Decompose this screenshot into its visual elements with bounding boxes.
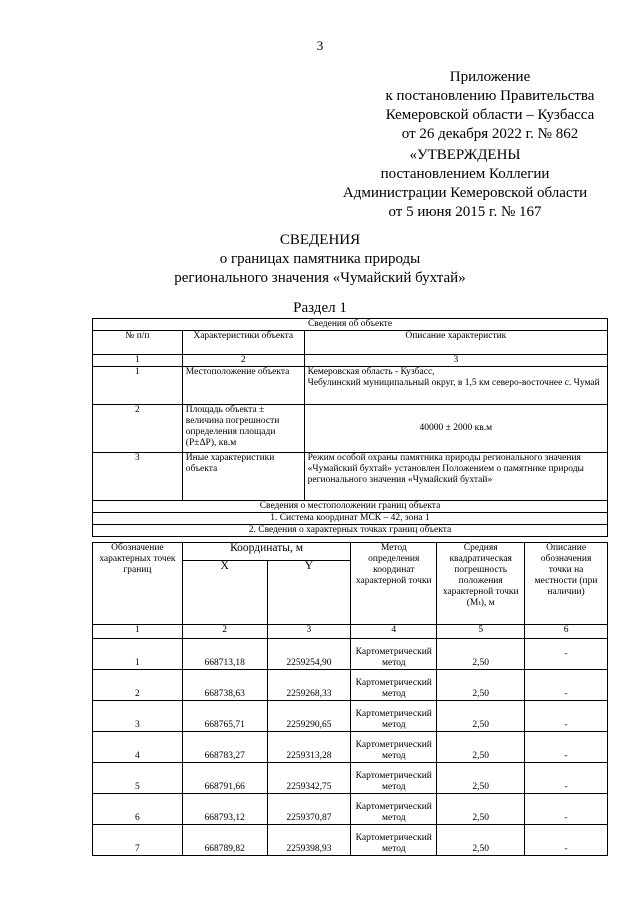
header-description: Описание характеристик: [304, 331, 607, 355]
table-row: [93, 701, 608, 732]
point-id: 7: [93, 825, 183, 856]
object-table: [92, 318, 608, 537]
point-method: Картометрический метод: [351, 794, 437, 825]
point-method: Картометрический метод: [351, 701, 437, 732]
point-x: 668793,12: [182, 794, 267, 825]
point-description: -: [525, 763, 608, 794]
point-description: -: [525, 701, 608, 732]
point-x: 668713,18: [182, 639, 267, 670]
table-row: [93, 405, 608, 453]
column-number: 2: [182, 625, 267, 639]
approved-line: «УТВЕРЖДЕНЫ: [409, 147, 521, 163]
column-number: 2: [182, 355, 304, 367]
point-x: 668783,27: [182, 732, 267, 763]
approved-line: Администрации Кемеровской области: [342, 185, 588, 201]
point-id: 4: [93, 732, 183, 763]
point-y: 2259342,75: [267, 763, 351, 794]
table-row: [93, 670, 608, 701]
point-description: -: [525, 825, 608, 856]
point-id: 2: [93, 670, 183, 701]
table-row: [93, 794, 608, 825]
row-description: 40000 ± 2000 кв.м: [304, 405, 607, 453]
points-caption: 2. Сведения о характерных точках границ объекта: [93, 525, 608, 537]
point-error: 2,50: [437, 732, 525, 763]
header-point: Обозначение характерных точек границ: [93, 543, 183, 625]
point-x: 668738,63: [182, 670, 267, 701]
header-y: Y: [267, 561, 351, 625]
header-error: Средняя квадратическая погрешность положения характерной точки (Mₜ), м: [437, 543, 525, 625]
row-name: Площадь объекта ± величина погрешности определения площади (P±ΔP), кв.м: [182, 405, 304, 453]
point-method: Картометрический метод: [351, 732, 437, 763]
point-method: Картометрический метод: [351, 670, 437, 701]
row-name: Иные характеристики объекта: [182, 453, 304, 501]
row-description: Режим особой охраны памятника природы регионального значения «Чумайский бухтай» установлен Положением о памятнике природы регионального значения «Чумайский бухтай»: [304, 453, 607, 501]
row-number: 1: [93, 367, 183, 405]
approved-line: от 5 июня 2015 г. № 167: [388, 204, 542, 220]
point-error: 2,50: [437, 825, 525, 856]
column-number: 1: [93, 355, 183, 367]
row-name: Местоположение объекта: [182, 367, 304, 405]
title-heading: СВЕДЕНИЯ: [279, 232, 361, 248]
approved-line: постановлением Коллегии: [380, 166, 550, 182]
object-table-caption: Сведения об объекте: [93, 319, 608, 331]
header-x: X: [182, 561, 267, 625]
point-y: 2259370,87: [267, 794, 351, 825]
location-caption: Сведения о местоположении границ объекта: [93, 501, 608, 513]
appendix-line: Приложение: [449, 69, 531, 85]
point-x: 668791,66: [182, 763, 267, 794]
point-y: 2259398,93: [267, 825, 351, 856]
section-title: Раздел 1: [293, 300, 347, 316]
point-y: 2259290,65: [267, 701, 351, 732]
point-method: Картометрический метод: [351, 825, 437, 856]
table-row: [93, 763, 608, 794]
column-number: 5: [437, 625, 525, 639]
point-id: 6: [93, 794, 183, 825]
point-description: -: [525, 639, 608, 670]
column-number: 1: [93, 625, 183, 639]
column-number: 4: [351, 625, 437, 639]
coordinate-system: 1. Система координат МСК – 42, зона 1: [93, 513, 608, 525]
point-error: 2,50: [437, 670, 525, 701]
point-id: 1: [93, 639, 183, 670]
table-row: [93, 825, 608, 856]
row-description: Кемеровская область - Кузбасс, Чебулинский муниципальный округ, в 1,5 км северо-восточнее с. Чумай: [304, 367, 607, 405]
point-error: 2,50: [437, 639, 525, 670]
header-coordinates: Координаты, м: [182, 543, 351, 561]
header-method: Метод определения координат характерной точки: [351, 543, 437, 625]
header-point-description: Описание обозначения точки на местности (при наличии): [525, 543, 608, 625]
header-characteristic: Характеристики объекта: [182, 331, 304, 355]
point-x: 668765,71: [182, 701, 267, 732]
point-method: Картометрический метод: [351, 639, 437, 670]
point-method: Картометрический метод: [351, 763, 437, 794]
appendix-line: Кемеровской области – Кузбасса: [385, 107, 595, 123]
title-line: регионального значения «Чумайский бухтай»: [174, 270, 466, 286]
column-number: 3: [304, 355, 607, 367]
appendix-line: к постановлению Правительства: [385, 88, 595, 104]
point-error: 2,50: [437, 763, 525, 794]
table-row: [93, 639, 608, 670]
point-description: -: [525, 732, 608, 763]
point-y: 2259268,33: [267, 670, 351, 701]
appendix-line: от 26 декабря 2022 г. № 862: [401, 126, 579, 142]
table-row: [93, 453, 608, 501]
page-number: 3: [316, 38, 324, 53]
title-line: о границах памятника природы: [219, 251, 421, 267]
header-number: № п/п: [93, 331, 183, 355]
table-row: [93, 732, 608, 763]
document-title: [0, 231, 640, 288]
column-number: 6: [525, 625, 608, 639]
point-x: 668789,82: [182, 825, 267, 856]
row-number: 3: [93, 453, 183, 501]
points-table: [92, 542, 608, 856]
point-description: -: [525, 670, 608, 701]
table-row: [93, 367, 608, 405]
point-y: 2259254,90: [267, 639, 351, 670]
point-description: -: [525, 794, 608, 825]
point-error: 2,50: [437, 701, 525, 732]
point-y: 2259313,28: [267, 732, 351, 763]
point-error: 2,50: [437, 794, 525, 825]
column-number: 3: [267, 625, 351, 639]
point-id: 5: [93, 763, 183, 794]
row-number: 2: [93, 405, 183, 453]
point-id: 3: [93, 701, 183, 732]
appendix-block: [365, 68, 615, 144]
approved-block: [330, 146, 600, 222]
